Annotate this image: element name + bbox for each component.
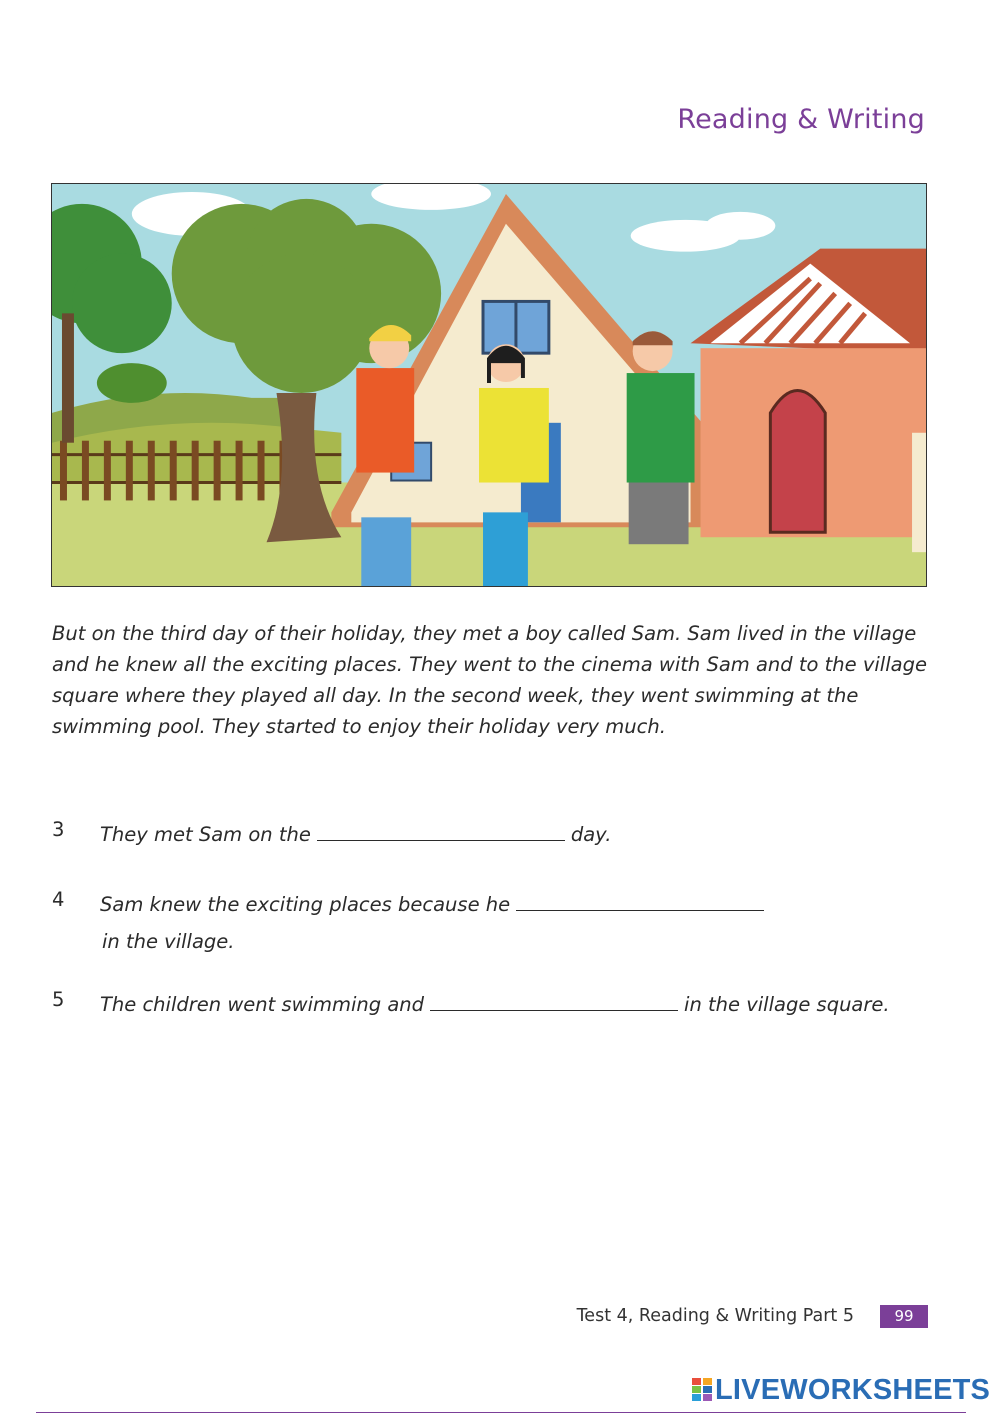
question-4-continuation	[102, 930, 235, 953]
bottom-divider	[36, 1412, 966, 1413]
answer-blank-3[interactable]	[317, 818, 565, 841]
section-title: Reading & Writing	[677, 104, 925, 135]
question-text: They met Sam on the	[100, 823, 311, 846]
question-text: Sam knew the exciting places because he	[100, 893, 511, 916]
answer-blank-4[interactable]	[516, 888, 764, 911]
brand-logo[interactable]	[692, 1374, 990, 1406]
question-number: 4	[52, 888, 65, 911]
reading-passage: But on the third day of their holiday, they met a boy called Sam. Sam lived in the village and he knew all the exciting places. They went to the cinema with Sam and to the village square where they played all day. In the second week, they went swimming at the swimming pool. They started to enjoy their holiday very much.	[52, 622, 927, 738]
page-number: 99	[880, 1305, 928, 1328]
question-text-after: in the village square.	[684, 993, 890, 1016]
scene-illustration	[51, 183, 927, 587]
question-number: 5	[52, 988, 65, 1011]
brand-name: LIVEWORKSHEETS	[715, 1373, 991, 1406]
answer-blank-5[interactable]	[430, 988, 678, 1011]
question-number: 3	[52, 818, 65, 841]
question-text-after: day.	[570, 823, 612, 846]
question-text-after: in the village.	[102, 930, 235, 953]
footer-label: Test 4, Reading & Writing Part 5	[576, 1306, 854, 1326]
question-text: The children went swimming and	[100, 993, 425, 1016]
liveworksheets-logo-icon	[692, 1378, 712, 1402]
